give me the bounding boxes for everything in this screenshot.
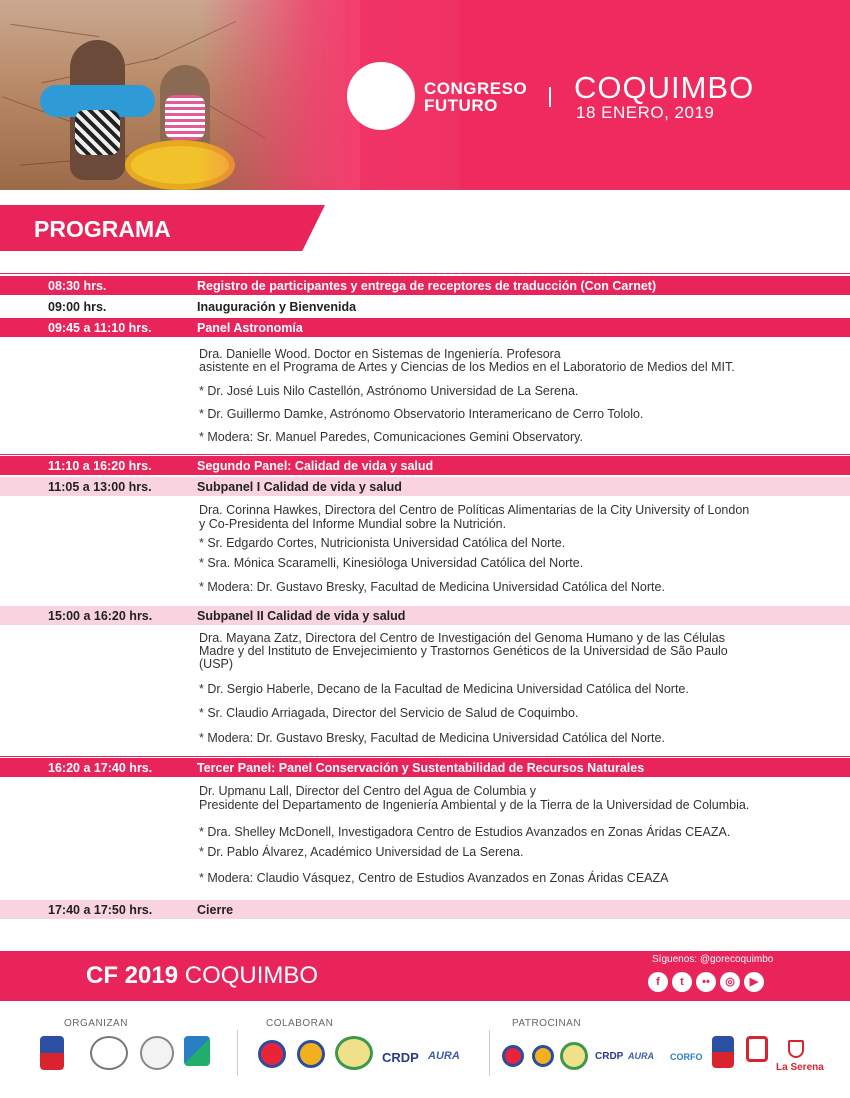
speaker-line: * Sr. Claudio Arriagada, Director del Servicio de Salud de Coquimbo. bbox=[199, 706, 579, 720]
row-time: 09:45 a 11:10 hrs. bbox=[48, 321, 152, 335]
schedule-row bbox=[0, 456, 850, 475]
university-logo bbox=[532, 1045, 554, 1067]
row-title: Subpanel I Calidad de vida y salud bbox=[197, 480, 402, 494]
crdp-logo: CRDP bbox=[382, 1050, 419, 1065]
speaker-line: * Modera: Claudio Vásquez, Centro de Estudios Avanzados en Zonas Áridas CEAZA bbox=[199, 871, 669, 885]
row-title: Tercer Panel: Panel Conservación y Sustentabilidad de Recursos Naturales bbox=[197, 761, 645, 775]
row-time: 08:30 hrs. bbox=[48, 279, 107, 293]
gobierno-chile-logo bbox=[712, 1036, 734, 1068]
colaboran-label: COLABORAN bbox=[266, 1018, 334, 1029]
speaker-line: * Dra. Shelley McDonell, Investigadora Centro de Estudios Avanzados en Zonas Áridas CEAZA. bbox=[199, 825, 731, 839]
youtube-icon[interactable]: ▶ bbox=[744, 972, 764, 992]
speaker-line: (USP) bbox=[199, 657, 234, 671]
schedule-row bbox=[0, 318, 850, 337]
congreso-futuro-logo bbox=[347, 62, 415, 130]
row-title: Inauguración y Bienvenida bbox=[197, 300, 357, 314]
speaker-line: Dr. Upmanu Lall, Director del Centro del Agua de Columbia y bbox=[199, 784, 536, 798]
gobierno-chile-logo bbox=[40, 1036, 64, 1070]
speaker-line: asistente en el Programa de Artes y Ciencias de los Medios en el Laboratorio de Medios del MIT. bbox=[199, 360, 735, 374]
row-time: 17:40 a 17:50 hrs. bbox=[48, 903, 153, 917]
university-logo bbox=[297, 1040, 325, 1068]
city-title: COQUIMBO bbox=[574, 70, 755, 105]
university-logo bbox=[502, 1045, 524, 1067]
speaker-line: y Co-Presidenta del Informe Mundial sobre la Nutrición. bbox=[199, 517, 507, 531]
patrocinan-label: PATROCINAN bbox=[512, 1018, 582, 1029]
logo-text: CONGRESO FUTURO bbox=[424, 79, 528, 115]
speaker-line: Dra. Corinna Hawkes, Directora del Centro de Políticas Alimentarias de la City University of London bbox=[199, 503, 750, 517]
speaker-line: * Sr. Edgardo Cortes, Nutricionista Universidad Católica del Norte. bbox=[199, 536, 566, 550]
row-title: Subpanel II Calidad de vida y salud bbox=[197, 609, 406, 623]
header-divider bbox=[549, 87, 551, 107]
instagram-icon[interactable]: ◎ bbox=[720, 972, 740, 992]
header-banner bbox=[0, 0, 850, 190]
schedule-row bbox=[0, 606, 850, 625]
organizan-label: ORGANIZAN bbox=[64, 1018, 128, 1029]
row-time: 16:20 a 17:40 hrs. bbox=[48, 761, 153, 775]
ceaza-logo bbox=[560, 1042, 588, 1070]
speaker-line: * Modera: Dr. Gustavo Bresky, Facultad de Medicina Universidad Católica del Norte. bbox=[199, 580, 665, 594]
speaker-line: * Dr. Guillermo Damke, Astrónomo Observatorio Interamericano de Cerro Tololo. bbox=[199, 407, 644, 421]
event-date: 18 ENERO, 2019 bbox=[576, 103, 715, 122]
crest-logo bbox=[140, 1036, 174, 1070]
crdp-logo: CRDP bbox=[595, 1051, 624, 1062]
speaker-line: Dra. Danielle Wood. Doctor en Sistemas de Ingeniería. Profesora bbox=[199, 347, 561, 361]
footer-title: CF 2019 COQUIMBO bbox=[86, 962, 319, 989]
speaker-line: * Modera: Sr. Manuel Paredes, Comunicaciones Gemini Observatory. bbox=[199, 430, 583, 444]
corfo-logo: CORFO bbox=[670, 1052, 703, 1062]
row-title: Panel Astronomía bbox=[197, 321, 303, 335]
schedule-row bbox=[0, 758, 850, 777]
speaker-line: * Dr. José Luis Nilo Castellón, Astrónomo Universidad de La Serena. bbox=[199, 384, 579, 398]
speaker-line: * Sra. Mónica Scaramelli, Kinesióloga Universidad Católica del Norte. bbox=[199, 556, 584, 570]
la-serena-logo: La Serena bbox=[776, 1062, 824, 1073]
speaker-line: * Dr. Sergio Haberle, Decano de la Facultad de Medicina Universidad Católica del Norte. bbox=[199, 682, 689, 696]
schedule-row bbox=[0, 477, 850, 496]
aura-logo: AURA bbox=[428, 1050, 460, 1062]
row-time: 15:00 a 16:20 hrs. bbox=[48, 609, 153, 623]
row-title: Segundo Panel: Calidad de vida y salud bbox=[197, 459, 434, 473]
speaker-line: Presidente del Departamento de Ingeniería Ambiental y de la Tierra de la Universidad de Columbia. bbox=[199, 798, 750, 812]
schedule-row bbox=[0, 900, 850, 919]
follow-text: Síguenos: @gorecoquimbo bbox=[652, 954, 774, 965]
speaker-line: * Dr. Pablo Álvarez, Académico Universidad de La Serena. bbox=[199, 845, 524, 859]
gobierno-regional-logo bbox=[184, 1036, 210, 1066]
row-time: 11:05 a 13:00 hrs. bbox=[48, 480, 152, 494]
speaker-line: Madre y del Instituto de Envejecimiento y Trastornos Genéticos de la Universidad de São Paulo bbox=[199, 644, 728, 658]
seal-logo bbox=[90, 1036, 128, 1070]
section-title: PROGRAMA bbox=[34, 216, 171, 242]
flickr-icon[interactable]: •• bbox=[696, 972, 716, 992]
twitter-icon[interactable]: t bbox=[672, 972, 692, 992]
biblioteca-regional-logo bbox=[746, 1036, 768, 1062]
speaker-line: * Modera: Dr. Gustavo Bresky, Facultad de Medicina Universidad Católica del Norte. bbox=[199, 731, 665, 745]
row-time: 09:00 hrs. bbox=[48, 300, 107, 314]
schedule-row bbox=[0, 276, 850, 295]
aura-logo: AURA bbox=[628, 1051, 654, 1061]
university-logo bbox=[258, 1040, 286, 1068]
facebook-icon[interactable]: f bbox=[648, 972, 668, 992]
la-serena-crest bbox=[788, 1040, 804, 1058]
schedule-row bbox=[0, 297, 850, 316]
row-title: Registro de participantes y entrega de receptores de traducción (Con Carnet) bbox=[197, 279, 657, 293]
speaker-line: Dra. Mayana Zatz, Directora del Centro de Investigación del Genoma Humano y de las Células bbox=[199, 631, 725, 645]
row-title: Cierre bbox=[197, 903, 234, 917]
ceaza-logo bbox=[335, 1036, 373, 1070]
row-time: 11:10 a 16:20 hrs. bbox=[48, 459, 152, 473]
